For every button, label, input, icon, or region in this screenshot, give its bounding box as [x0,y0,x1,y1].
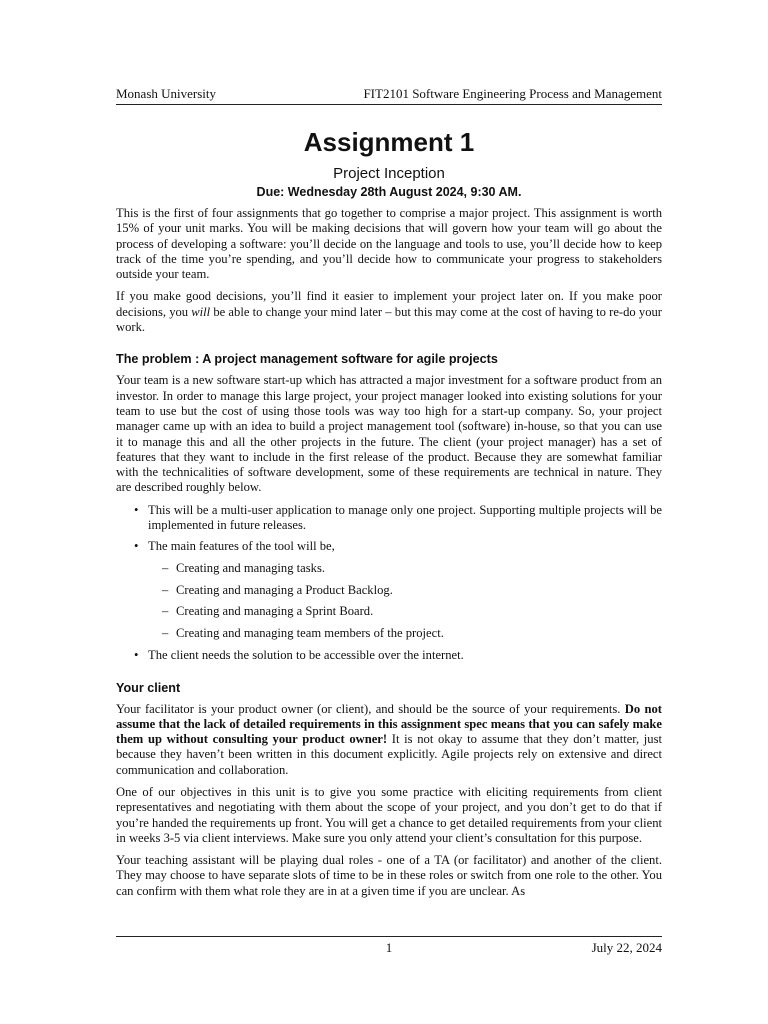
problem-heading: The problem : A project management software for agile projects [116,352,498,367]
intro-paragraph-2 [116,289,662,335]
document-page [116,0,662,1024]
footer-date: July 22, 2024 [591,940,662,955]
feature-item: – Creating and managing a Sprint Board. [176,604,662,619]
intro-p2-emphasis: will [191,304,211,319]
client-heading: Your client [116,680,181,695]
header-unit-title: FIT2101 Software Engineering Process and Management [363,86,662,101]
header-institution: Monash University [116,86,217,101]
features-list [148,561,662,642]
client-p1-text-end: It is not okay to assume that they don’t matter, just because they haven’t been written in this document explicitly. Agile projects rely on extensive and direct communication and collaboration. [116,732,663,777]
assignment-subtitle: Project Inception [333,165,445,182]
requirement-main-features [148,539,662,641]
feature-item: – Creating and managing a Product Backlog. [176,583,662,598]
main-features-label: The main features of the tool will be, [148,539,335,554]
client-p1-text-start: Your facilitator is your product owner (or client), and should be the source of your requirements. [116,701,625,716]
client-p1-warning: Do not assume that the lack of detailed requirements in this assignment spec means that you can safely make them up without consulting your product owner! [116,701,662,747]
requirement-multi-user: • This will be a multi-user application to manage only one project. Supporting multiple projects will be implemented in future releases. [148,503,662,534]
running-header [116,86,662,106]
document-body [116,206,662,906]
intro-p2-text-end: be able to change your mind later – but this may come at the cost of having to re-do your work. [116,304,662,335]
intro-paragraph-1: This is the first of four assignments that go together to comprise a major project. This assignment is worth 15% of your unit marks. You will be making decisions that will govern how your team will go about the process of developing a software: you’ll decide on the language and tools to use, you’ll decide how to keep track of the time you’re spending, and you’ll decide how to communicate your progress to stakeholders outside your team. [116,206,662,282]
assignment-title: Assignment 1 [303,127,475,157]
feature-item: – Creating and managing tasks. [176,561,662,576]
running-footer [116,940,662,958]
feature-item: – Creating and managing team members of the project. [176,626,662,641]
client-paragraph-2: One of our objectives in this unit is to give you some practice with eliciting requirements from client representatives and negotiating with them about the scope of your project, and you don’t get to do that if you’re handed the requirements up front. You will get a chance to get detailed requirements from your client in weeks 3-5 via client interviews. Make sure you only attend your client’s consultation for this purpose. [116,784,662,845]
intro-p2-text-start: If you make good decisions, you’ll find it easier to implement your project later on. If you make poor decisions, you [116,289,662,319]
footer-rule [116,936,662,937]
client-paragraph-3: Your teaching assistant will be playing dual roles - one of a TA (or facilitator) and another of the client. They may choose to have separate slots of time to be in these roles or switch from one role to the other. You can confirm with them what role they are in at a given time if you are unclear. As [116,853,662,898]
requirements-list [116,503,662,664]
due-date: Due: Wednesday 28th August 2024, 9:30 AM. [256,185,522,199]
page-number: 1 [385,940,393,955]
header-rule [116,104,662,105]
problem-paragraph: Your team is a new software start-up which has attracted a major investment for a software product from an investor. In order to manage this large project, your project manager looked into existing solutions for your team to use but the cost of using those tools was way too high for a start-up company. So, your project manager came up with an idea to build a project management tool (software) in-house, so that you can use it to manage this and all the other projects in the future. The client (your project manager) has a set of features that they want to include in the first release of the product. Because they are somewhat familiar with the technicalities of software development, some of these requirements are technical in nature. They are described roughly below. [116,373,662,495]
requirement-internet-access: • The client needs the solution to be accessible over the internet. [148,648,662,663]
client-paragraph-1 [116,702,662,778]
